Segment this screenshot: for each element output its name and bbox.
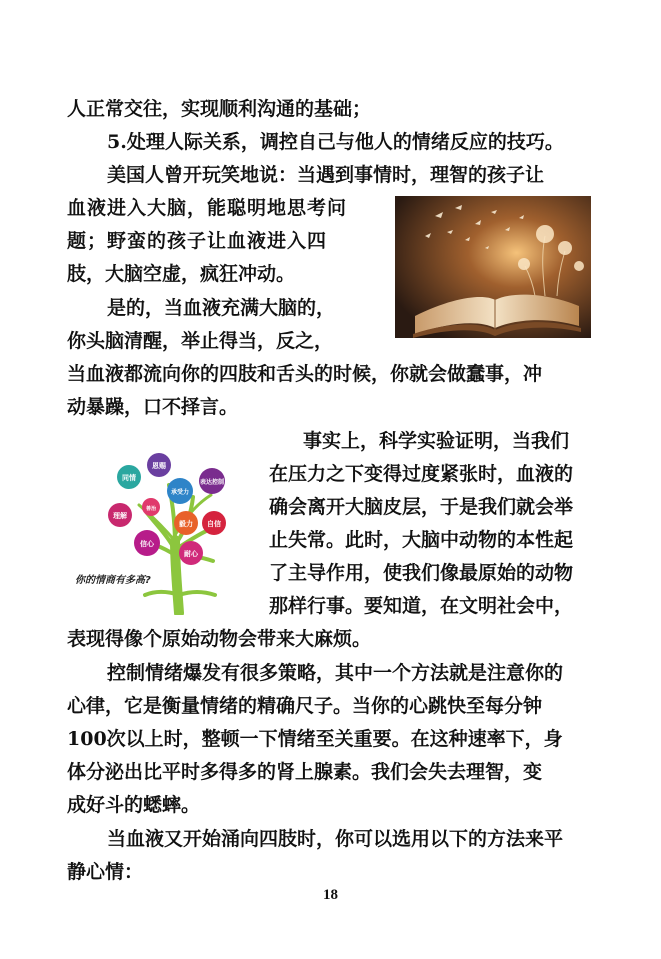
text-line-17: 表现得像个原始动物会带来大麻烦。: [67, 628, 372, 650]
text-line-22: 成好斗的蟋蟀。: [67, 794, 201, 816]
text-line-20: 100次以上时，整顿一下情绪至关重要。在这种速率下，身: [67, 728, 563, 750]
text-line-19: 心律，它是衡量情绪的精确尺子。当你的心跳快至每分钟: [67, 695, 543, 717]
text-line-1: 人正常交往，实现顺利沟通的基础；: [67, 98, 372, 120]
eq-bubble-label-9: 信心: [140, 540, 154, 548]
open-book-illustration: [395, 196, 591, 338]
text-line-15: 了主导作用，使我们像最原始的动物: [269, 562, 574, 584]
text-line-8: 你头脑清醒，举止得当，反之，: [67, 330, 334, 352]
text-line-14: 止失常。此时，大脑中动物的本性起: [269, 529, 574, 551]
eq-bubble-label-1: 同情: [122, 474, 136, 482]
text-line-24: 静心情：: [67, 861, 144, 883]
text-line-5: 题；野蛮的孩子让血液进入四: [67, 230, 328, 252]
eq-tree-figure: [67, 445, 264, 615]
eq-bubble-label-3: 表达控制: [199, 479, 225, 486]
eq-bubble-label-10: 耐心: [184, 550, 198, 558]
text-line-12: 在压力之下变得过度紧张时，血液的: [269, 463, 574, 485]
eq-bubble-label-8: 自信: [207, 520, 221, 528]
open-book-photo: [395, 196, 591, 338]
text-line-4: 血液进入大脑，能聪明地思考问: [67, 197, 348, 219]
text-line-18: 控制情绪爆发有很多策略，其中一个方法就是注意你的: [107, 662, 564, 684]
text-line-6: 肢，大脑空虚，疯狂冲动。: [67, 263, 296, 285]
page-number: 18: [323, 887, 338, 903]
eq-bubble-label-6: 善治: [145, 506, 157, 512]
text-line-23: 当血液又开始涌向四肢时，你可以选用以下的方法来平: [107, 828, 564, 850]
text-line-11: 事实上，科学实验证明，当我们: [303, 430, 570, 452]
eq-figure-caption: 你的情商有多高?: [75, 575, 151, 586]
eq-bubble-label-5: 承受力: [170, 489, 190, 496]
text-line-2: 5.处理人际关系，调控自己与他人的情绪反应的技巧。: [107, 131, 564, 153]
eq-bubble-label-7: 毅力: [179, 520, 193, 528]
text-line-7: 是的，当血液充满大脑的，: [107, 297, 336, 319]
text-line-3: 美国人曾开玩笑地说：当遇到事情时，理智的孩子让: [107, 164, 545, 186]
eq-bubble-label-4: 理解: [113, 512, 127, 520]
text-line-9: 当血液都流向你的四肢和舌头的时候，你就会做蠢事，冲: [67, 363, 543, 385]
text-line-13: 确会离开大脑皮层，于是我们就会举: [269, 496, 574, 518]
text-line-10: 动暴躁，口不择言。: [67, 396, 239, 418]
text-line-21: 体分泌出比平时多得多的肾上腺素。我们会失去理智，变: [67, 761, 543, 783]
eq-tree-illustration: [67, 445, 264, 615]
text-line-16: 那样行事。要知道，在文明社会中，: [269, 595, 574, 617]
eq-bubble-label-2: 恩赐: [152, 462, 166, 470]
